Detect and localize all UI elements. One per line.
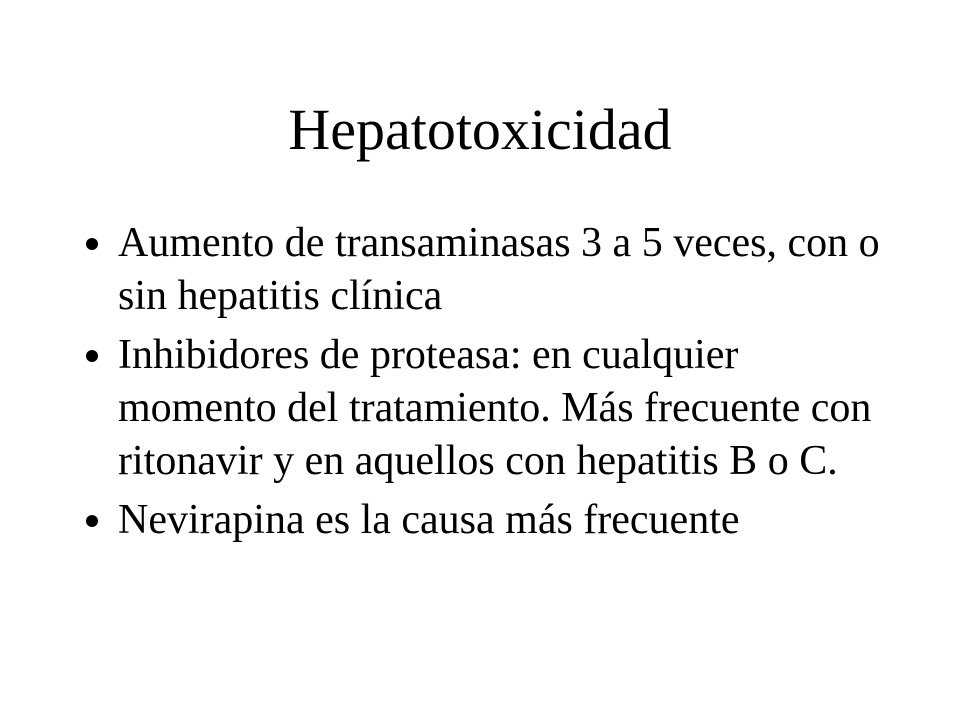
bullet-text: Nevirapina es la causa más frecuente — [118, 497, 740, 543]
bullet-item — [118, 217, 880, 323]
slide-title: Hepatotoxicidad — [288, 97, 672, 162]
bullet-item — [118, 329, 880, 488]
bullet-text: Inhibidores de proteasa: en cualquier momento del tratamiento. Más frecuente con ritonavir y en aquellos con hepatitis B o C. — [118, 332, 872, 484]
bullet-marker — [86, 238, 98, 250]
bullet-text: Aumento de transaminasas 3 a 5 veces, con o sin hepatitis clínica — [118, 220, 880, 319]
bullet-item — [118, 494, 880, 547]
bullet-marker — [86, 350, 98, 362]
bullet-marker — [86, 515, 98, 527]
bullet-list — [118, 217, 880, 553]
